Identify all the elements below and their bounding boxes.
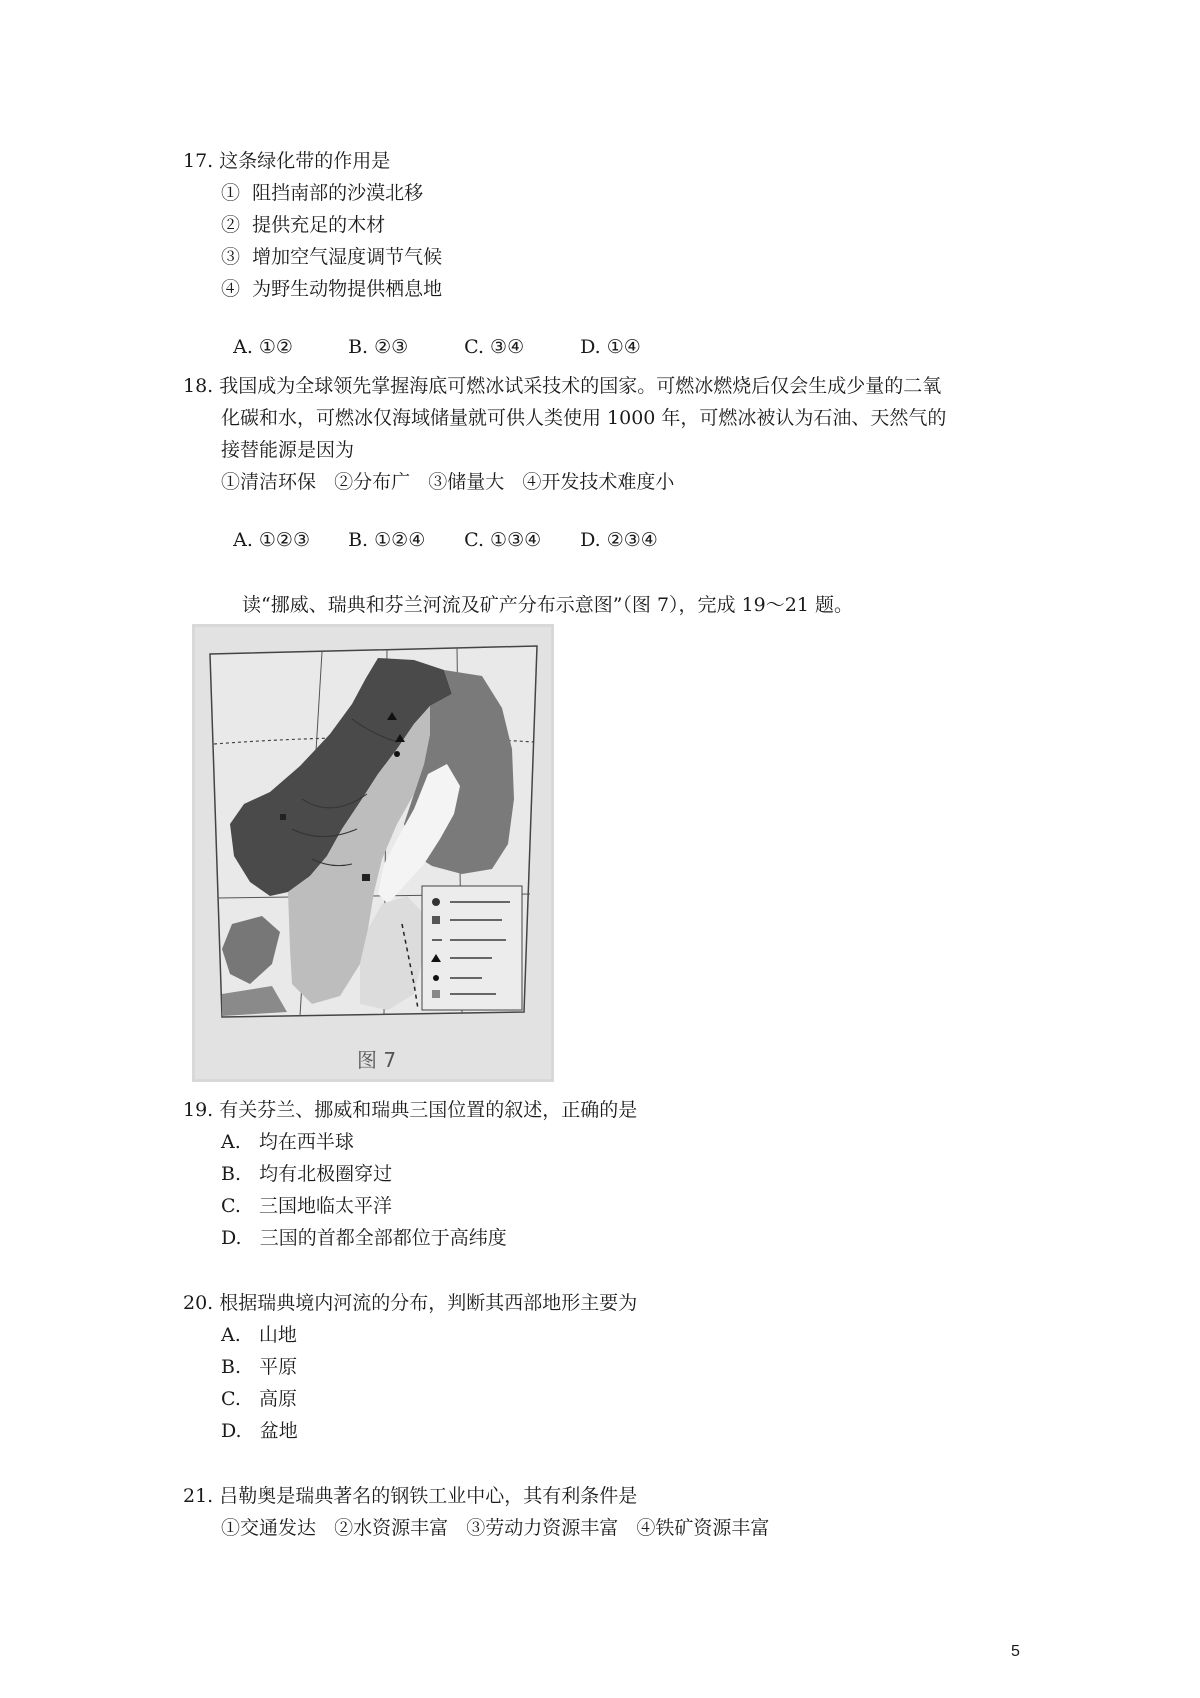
q20-option-a: A. 山地: [221, 1324, 297, 1346]
q17-option-d: D. ①④: [580, 336, 641, 358]
scandinavia-map: [192, 624, 554, 1082]
q18-stem-line-3: 接替能源是因为: [221, 439, 355, 461]
q20-option-b: B. 平原: [221, 1356, 298, 1378]
map-figure: [192, 624, 554, 1082]
q18-option-a: A. ①②③: [233, 529, 310, 551]
q17-item-1: ① 阻挡南部的沙漠北移: [221, 182, 424, 204]
q17-option-c: C. ③④: [464, 336, 525, 358]
q21-items: ①交通发达 ②水资源丰富 ③劳动力资源丰富 ④铁矿资源丰富: [221, 1517, 770, 1539]
q18-items: ①清洁环保 ②分布广 ③储量大 ④开发技术难度小: [221, 471, 675, 493]
figure-intro: 读“挪威、瑞典和芬兰河流及矿产分布示意图”（图 7），完成 19～21 题。: [242, 594, 853, 616]
q18-stem-line-1: 18. 我国成为全球领先掌握海底可燃冰试采技术的国家。可燃冰燃烧后仅会生成少量的二氧: [183, 375, 942, 397]
q18-option-c: C. ①③④: [464, 529, 542, 551]
q17-stem: 17. 这条绿化带的作用是: [183, 150, 391, 172]
q17-option-a: A. ①②: [233, 336, 293, 358]
q17-item-3: ③ 增加空气湿度调节气候: [221, 246, 443, 268]
q19-option-d: D. 三国的首都全部都位于高纬度: [221, 1227, 507, 1249]
q21-stem: 21. 吕勒奥是瑞典著名的钢铁工业中心，其有利条件是: [183, 1485, 638, 1507]
page-number: 5: [1011, 1643, 1020, 1660]
q19-option-c: C. 三国地临太平洋: [221, 1195, 393, 1217]
q17-item-4: ④ 为野生动物提供栖息地: [221, 278, 443, 300]
q18-option-d: D. ②③④: [580, 529, 658, 551]
q19-option-a: A. 均在西半球: [221, 1131, 354, 1153]
q20-stem: 20. 根据瑞典境内河流的分布，判断其西部地形主要为: [183, 1292, 638, 1314]
q17-item-2: ② 提供充足的木材: [221, 214, 386, 236]
q20-option-d: D. 盆地: [221, 1420, 298, 1442]
q18-stem-line-2: 化碳和水，可燃冰仅海域储量就可供人类使用 1000 年，可燃冰被认为石油、天然气的: [221, 407, 947, 429]
q19-option-b: B. 均有北极圈穿过: [221, 1163, 393, 1185]
figure-caption: 图 7: [357, 1048, 397, 1072]
q18-options: [221, 501, 658, 553]
q18-option-b: B. ①②④: [348, 529, 426, 551]
q19-stem: 19. 有关芬兰、挪威和瑞典三国位置的叙述，正确的是: [183, 1099, 638, 1121]
q17-option-b: B. ②③: [348, 336, 409, 358]
q17-options: [221, 308, 641, 360]
q20-option-c: C. 高原: [221, 1388, 298, 1410]
